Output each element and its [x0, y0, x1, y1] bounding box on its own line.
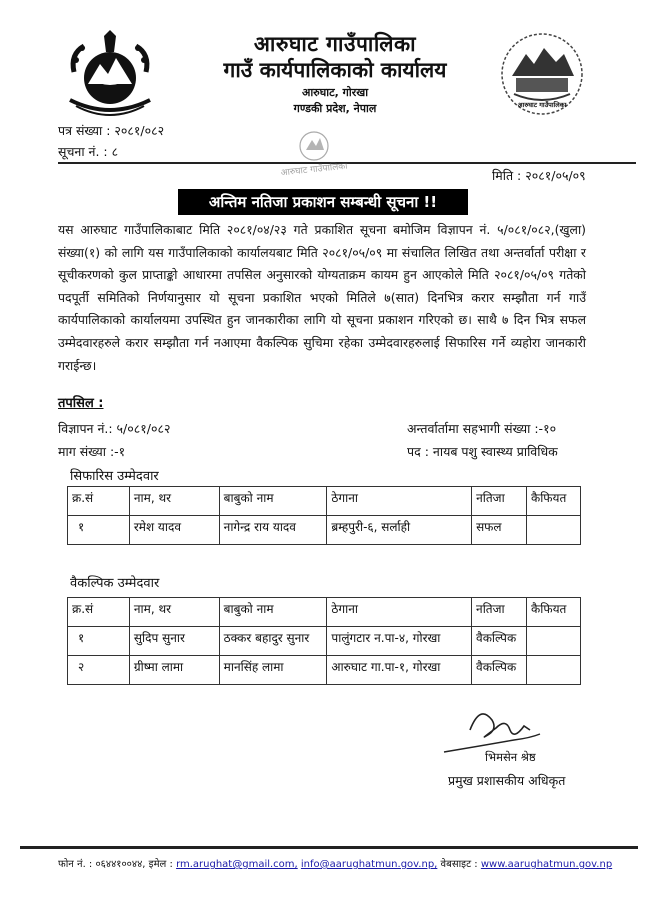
office-title: आरुघाट गाउँपालिका	[253, 32, 417, 56]
footer-website-link[interactable]: www.aarughatmun.gov.np	[480, 859, 613, 870]
table-header-cell: कैफियत	[527, 598, 581, 627]
table-header-cell: नाम, थर	[129, 487, 219, 516]
recommended-label: सिफारिस उम्मेदवार	[70, 469, 159, 484]
footer-contact	[58, 856, 618, 870]
table-header-cell: क्र.सं	[68, 487, 130, 516]
table-cell: आरुघाट गा.पा-१, गोरखा	[327, 656, 472, 685]
advert-number: विज्ञापन नं.: ५/०८१/०८२	[58, 421, 171, 436]
office-subtitle: गाउँ कार्यपालिकाको कार्यालय	[223, 58, 447, 82]
table-header-cell: क्र.सं	[68, 598, 130, 627]
table-header-cell: ठेगाना	[327, 598, 472, 627]
footer-divider	[20, 846, 638, 849]
demand-count: माग संख्या :-१	[58, 444, 126, 459]
letter-number: पत्र संख्या : २०८१/०८२	[58, 123, 165, 138]
signatory-title: प्रमुख प्रशासकीय अधिकृत	[448, 773, 566, 788]
footer-phone: फोन नं. : ०६४४१००४४,	[58, 859, 146, 870]
table-cell	[526, 516, 580, 545]
table-header-cell: नाम, थर	[129, 598, 219, 627]
table-cell: १	[68, 516, 130, 545]
table-cell: ब्रम्हपुरी-६, सर्लाही	[327, 516, 472, 545]
table-cell: १	[68, 627, 130, 656]
notice-number: सूचना नं. : ८	[58, 144, 119, 159]
stamp-text: आरुघाट गाउँपालिका	[280, 161, 349, 179]
table-cell: सफल	[472, 516, 527, 545]
office-stamp	[270, 128, 358, 186]
footer-website-label: वेबसाइट :	[440, 859, 478, 870]
table-header-cell: बाबुको नाम	[219, 487, 327, 516]
office-province: गण्डकी प्रदेश, नेपाल	[293, 102, 377, 115]
office-address: आरुघाट, गोरखा	[301, 86, 369, 99]
table-header-row	[68, 487, 581, 516]
table-row	[68, 656, 581, 685]
table-row	[68, 627, 581, 656]
table-row	[68, 516, 581, 545]
signatory-name: भिमसेन श्रेष्ठ	[485, 750, 536, 764]
table-cell: सुदिप सुनार	[129, 627, 219, 656]
municipality-logo-caption: आरुघाट गाउँपालिका	[517, 101, 567, 109]
notice-body: यस आरुघाट गाउँपालिकाबाट मिति २०८१/०४/२३ गते प्रकाशित सूचना बमोजिम विज्ञापन नं. ५/०८१/०८२,(खुला) संख्या(१) को लागि यस गाउँपालिकाको कार्यालयबाट मिति २०८१/०५/०९ मा संचालित लिखित तथा अन्तर्वार्ता परीक्षा र सूचीकरणको कुल प्राप्ताङ्को आधारमा तपसिल अनुसारको योग्यताक्रम कायम हुन आएकोले मिति २०८१/०५/०९ गतेको पदपूर्ती समितिको निर्णयानुसार यो सूचना प्रकाशित भएको मितिले ७(सात) दिनभित्र करार सम्झौता गर्न गाउँ कार्यपालिकाको कार्यालयमा उपस्थित हुन जानकारीका लागि यो सूचना प्रकाशन गरिएको छ। साथै ७ दिन भित्र सफल उम्मेदवारहरुले करार सम्झौता गर्न नआएमा वैकल्पिक सुचिमा रहेका उम्मेदवारहरुलाई सिफारिस गर्ने व्यहोरा जानकारी गराईन्छ।	[58, 222, 586, 373]
notice-title: अन्तिम नतिजा प्रकाशन सम्बन्धी सूचना !!	[178, 189, 468, 215]
table-header-row	[68, 598, 581, 627]
table-header-cell: कैफियत	[526, 487, 580, 516]
table-header-cell: ठेगाना	[327, 487, 472, 516]
footer-email-label: इमेल :	[148, 859, 173, 870]
table-cell: रमेश यादव	[129, 516, 219, 545]
alternate-label: वैकल्पिक उम्मेदवार	[70, 576, 160, 591]
notice-date: मिति : २०८१/०५/०९	[492, 168, 586, 183]
footer-email-link-2[interactable]: info@aarughatmun.gov.np,	[300, 859, 438, 870]
table-header-cell: नतिजा	[472, 598, 527, 627]
tapasil-heading: तपसिल :	[58, 396, 104, 411]
nepal-emblem-logo	[62, 28, 158, 118]
table-cell: ग्रीष्मा लामा	[129, 656, 219, 685]
post-name: पद : नायब पशु स्वास्थ्य प्राविधिक	[407, 444, 558, 459]
alternate-table	[67, 597, 581, 685]
table-cell: ठक्कर बहादुर सुनार	[219, 627, 327, 656]
table-cell: नागेन्द्र राय यादव	[219, 516, 327, 545]
table-cell: वैकल्पिक	[472, 656, 527, 685]
table-header-cell: नतिजा	[472, 487, 527, 516]
table-cell: वैकल्पिक	[472, 627, 527, 656]
municipality-logo	[500, 30, 584, 120]
table-cell	[527, 627, 581, 656]
recommended-table	[67, 486, 581, 545]
table-cell: पालुंगटार न.पा-४, गोरखा	[327, 627, 472, 656]
table-cell	[527, 656, 581, 685]
table-cell: २	[68, 656, 130, 685]
table-header-cell: बाबुको नाम	[219, 598, 327, 627]
interview-count: अन्तर्वार्तामा सहभागी संख्या :-१०	[407, 421, 557, 436]
table-cell: मानसिंह लामा	[219, 656, 327, 685]
footer-email-link[interactable]: rm.arughat@gmail.com,	[176, 859, 298, 870]
